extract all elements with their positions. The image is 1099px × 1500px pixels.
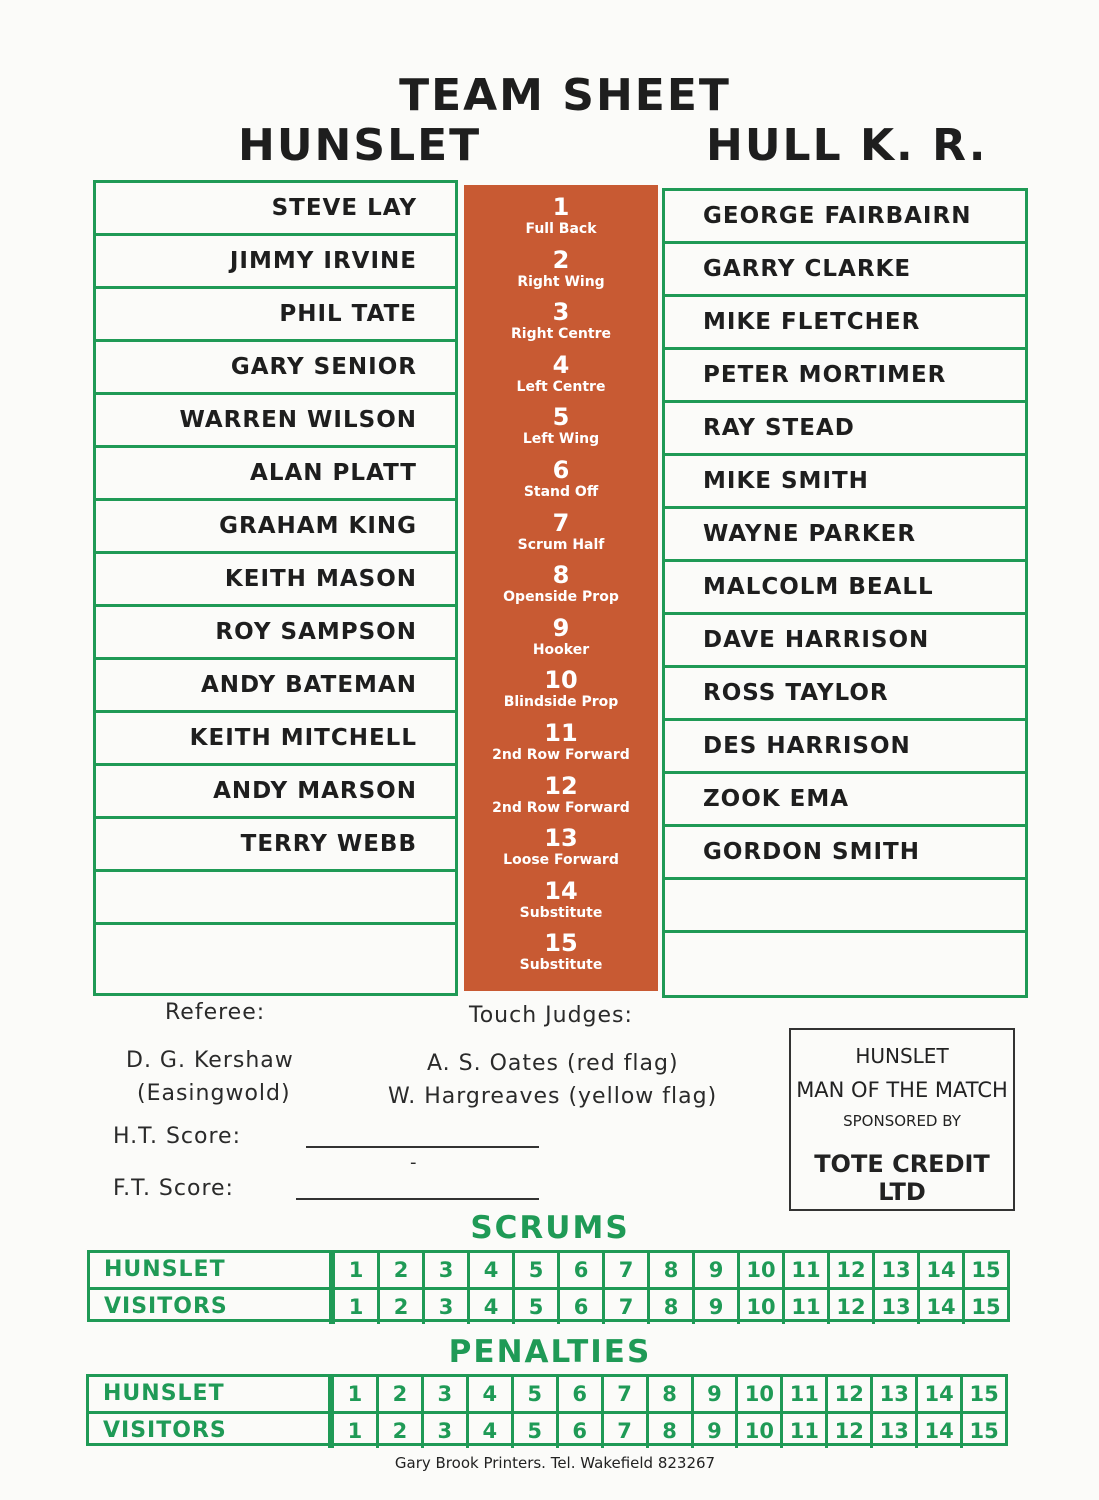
position-number: 12 <box>544 772 578 800</box>
scrums-tally-cell: 3 <box>422 1290 467 1324</box>
home-player-row <box>96 766 455 819</box>
position-cell <box>464 395 658 447</box>
scrums-tally-cell: 12 <box>827 1290 872 1324</box>
home-player-row <box>96 501 455 554</box>
position-name: Right Wing <box>517 274 605 290</box>
home-player-name: JIMMY IRVINE <box>229 248 417 274</box>
scrums-tally-cell: 15 <box>962 1290 1007 1324</box>
position-number: 3 <box>552 298 570 326</box>
scrums-tally-cell: 15 <box>962 1253 1007 1287</box>
penalties-tally-cell: 5 <box>511 1414 556 1448</box>
home-player-name: WARREN WILSON <box>179 407 417 433</box>
position-cell <box>464 238 658 290</box>
scrums-tally-cell: 12 <box>827 1253 872 1287</box>
position-name: Right Centre <box>511 326 611 342</box>
scrums-tally-cell: 8 <box>647 1253 692 1287</box>
home-player-name: ANDY MARSON <box>213 778 417 804</box>
away-player-row <box>665 403 1025 456</box>
scrums-row-label: HUNSLET <box>90 1253 332 1287</box>
position-cell <box>464 658 658 710</box>
scrums-tally-cell: 9 <box>692 1253 737 1287</box>
away-player-row <box>665 615 1025 668</box>
away-player-name: ROSS TAYLOR <box>703 680 889 706</box>
penalties-tally-cell: 12 <box>825 1377 870 1411</box>
home-player-name: TERRY WEBB <box>240 831 417 857</box>
away-player-name: MIKE SMITH <box>703 468 869 494</box>
home-player-name: GARY SENIOR <box>230 354 417 380</box>
position-cell <box>464 869 658 921</box>
touch-judge-2: W. Hargreaves (yellow flag) <box>388 1084 718 1109</box>
home-roster <box>93 180 458 996</box>
scrums-tally-cell: 2 <box>377 1290 422 1324</box>
penalties-row <box>89 1411 1005 1448</box>
home-player-name: ALAN PLATT <box>250 460 417 486</box>
home-player-name: ANDY BATEMAN <box>200 672 417 698</box>
touch-judge-1: A. S. Oates (red flag) <box>427 1051 679 1076</box>
scrums-tally-cell: 10 <box>737 1253 782 1287</box>
home-team-name: HUNSLET <box>238 120 482 171</box>
away-player-row <box>665 880 1025 933</box>
scrums-tally-cell: 4 <box>467 1253 512 1287</box>
home-player-name: GRAHAM KING <box>219 513 417 539</box>
away-player-row <box>665 456 1025 509</box>
home-player-row <box>96 925 455 978</box>
home-player-row <box>96 236 455 289</box>
penalties-table <box>86 1374 1008 1446</box>
referee-label: Referee: <box>165 1000 266 1025</box>
ht-score-line <box>306 1146 539 1148</box>
scrums-title: SCRUMS <box>470 1210 630 1246</box>
position-cell <box>464 711 658 763</box>
scrums-tally-cell: 9 <box>692 1290 737 1324</box>
scrums-tally-cell: 6 <box>557 1290 602 1324</box>
penalties-tally-cell: 11 <box>780 1377 825 1411</box>
away-roster <box>662 188 1028 998</box>
penalties-tally-cell: 1 <box>331 1377 376 1411</box>
home-player-row <box>96 819 455 872</box>
scrums-row <box>90 1253 1007 1287</box>
position-name: Openside Prop <box>503 589 619 605</box>
position-number: 6 <box>552 456 570 484</box>
penalties-title: PENALTIES <box>448 1334 652 1370</box>
position-cell <box>464 290 658 342</box>
position-number: 8 <box>552 561 570 589</box>
home-player-row <box>96 395 455 448</box>
penalties-tally-cell: 4 <box>466 1377 511 1411</box>
penalties-tally-cell: 2 <box>376 1414 421 1448</box>
position-cell <box>464 921 658 973</box>
penalties-row-label: VISITORS <box>89 1414 331 1448</box>
home-player-name: STEVE LAY <box>271 195 417 221</box>
position-name: 2nd Row Forward <box>492 747 630 763</box>
position-name: Hooker <box>532 642 590 658</box>
away-player-name: MALCOLM BEALL <box>703 574 934 600</box>
position-name: Substitute <box>519 905 603 921</box>
position-name: 2nd Row Forward <box>492 800 630 816</box>
home-player-row <box>96 607 455 660</box>
home-player-row <box>96 660 455 713</box>
home-player-row <box>96 342 455 395</box>
printer-credit: Gary Brook Printers. Tel. Wakefield 823267 <box>394 1454 716 1472</box>
penalties-tally-cell: 1 <box>331 1414 376 1448</box>
position-number: 5 <box>552 403 570 431</box>
scrums-tally-cell: 6 <box>557 1253 602 1287</box>
penalties-tally-cell: 12 <box>825 1414 870 1448</box>
penalties-tally-cell: 7 <box>601 1377 646 1411</box>
penalties-tally-cell: 13 <box>870 1377 915 1411</box>
position-number: 13 <box>544 824 578 852</box>
penalties-tally-cell: 2 <box>376 1377 421 1411</box>
position-cell <box>464 343 658 395</box>
ft-score-label: F.T. Score: <box>113 1176 234 1201</box>
away-player-name: WAYNE PARKER <box>703 521 917 547</box>
penalties-tally-cell: 14 <box>915 1377 960 1411</box>
referee-location: (Easingwold) <box>137 1081 291 1106</box>
position-name: Left Wing <box>522 431 600 447</box>
penalties-tally-cell: 8 <box>646 1414 691 1448</box>
away-player-name: GARRY CLARKE <box>703 256 912 282</box>
page-title: TEAM SHEET <box>399 70 731 121</box>
position-number: 11 <box>544 719 578 747</box>
penalties-tally-cell: 7 <box>601 1414 646 1448</box>
penalties-tally-cell: 10 <box>735 1377 780 1411</box>
home-player-name: KEITH MITCHELL <box>189 725 417 751</box>
position-number: 15 <box>544 929 578 957</box>
away-player-row <box>665 668 1025 721</box>
scrums-tally-cell: 4 <box>467 1290 512 1324</box>
position-name: Left Centre <box>516 379 606 395</box>
scrums-tally-cell: 7 <box>602 1290 647 1324</box>
position-number: 1 <box>552 193 570 221</box>
position-cell <box>464 764 658 816</box>
away-player-name: GEORGE FAIRBAIRN <box>703 203 972 229</box>
penalties-tally-cell: 11 <box>780 1414 825 1448</box>
away-player-name: DAVE HARRISON <box>703 627 930 653</box>
position-name: Blindside Prop <box>503 694 619 710</box>
position-number: 2 <box>552 246 570 274</box>
penalties-tally-cell: 5 <box>511 1377 556 1411</box>
away-player-name: ZOOK EMA <box>703 786 850 812</box>
position-number: 7 <box>552 509 570 537</box>
away-player-row <box>665 297 1025 350</box>
scrums-tally-cell: 5 <box>512 1253 557 1287</box>
motm-sponsored-by: SPONSORED BY <box>843 1112 961 1130</box>
home-player-name: ROY SAMPSON <box>215 619 417 645</box>
home-player-name: KEITH MASON <box>224 566 417 592</box>
position-cell <box>464 606 658 658</box>
position-name: Substitute <box>519 957 603 973</box>
away-player-row <box>665 774 1025 827</box>
penalties-tally-cell: 10 <box>735 1414 780 1448</box>
penalties-tally-cell: 9 <box>691 1377 736 1411</box>
scrums-tally-cell: 14 <box>917 1290 962 1324</box>
scrums-tally-cell: 11 <box>782 1290 827 1324</box>
position-name: Stand Off <box>523 484 599 500</box>
scrums-tally-cell: 10 <box>737 1290 782 1324</box>
away-player-name: DES HARRISON <box>703 733 911 759</box>
penalties-tally-cell: 13 <box>870 1414 915 1448</box>
scrums-tally-cell: 3 <box>422 1253 467 1287</box>
penalties-tally-cell: 6 <box>556 1414 601 1448</box>
away-player-row <box>665 562 1025 615</box>
penalties-tally-cell: 3 <box>421 1414 466 1448</box>
penalties-row <box>89 1377 1005 1411</box>
penalties-tally-cell: 15 <box>960 1414 1005 1448</box>
position-number: 14 <box>544 877 578 905</box>
penalties-tally-cell: 14 <box>915 1414 960 1448</box>
scrums-tally-cell: 13 <box>872 1253 917 1287</box>
position-number: 4 <box>552 351 570 379</box>
home-player-row <box>96 554 455 607</box>
away-player-row <box>665 509 1025 562</box>
position-number: 10 <box>544 666 578 694</box>
scrums-tally-cell: 13 <box>872 1290 917 1324</box>
scrums-table <box>87 1250 1010 1322</box>
man-of-the-match-box <box>789 1028 1015 1211</box>
home-player-row <box>96 183 455 236</box>
position-name: Loose Forward <box>503 852 619 868</box>
position-cell <box>464 816 658 868</box>
away-player-row <box>665 244 1025 297</box>
motm-title: MAN OF THE MATCH <box>796 1078 1008 1102</box>
motm-sponsor: TOTE CREDIT LTD <box>814 1150 990 1206</box>
score-dash: - <box>410 1152 418 1173</box>
penalties-tally-cell: 9 <box>691 1414 736 1448</box>
position-cell <box>464 448 658 500</box>
away-player-row <box>665 933 1025 986</box>
penalties-tally-cell: 3 <box>421 1377 466 1411</box>
scrums-tally-cell: 1 <box>332 1290 377 1324</box>
scrums-tally-cell: 1 <box>332 1253 377 1287</box>
ht-score-label: H.T. Score: <box>113 1124 241 1149</box>
home-player-row <box>96 448 455 501</box>
penalties-row-label: HUNSLET <box>89 1377 331 1411</box>
scrums-tally-cell: 5 <box>512 1290 557 1324</box>
scrums-row <box>90 1287 1007 1324</box>
away-player-row <box>665 350 1025 403</box>
home-player-row <box>96 872 455 925</box>
position-name: Full Back <box>525 221 597 237</box>
scrums-tally-cell: 7 <box>602 1253 647 1287</box>
motm-team: HUNSLET <box>855 1044 949 1068</box>
positions-column <box>464 185 658 991</box>
penalties-tally-cell: 8 <box>646 1377 691 1411</box>
away-team-name: HULL K. R. <box>706 120 988 171</box>
position-cell <box>464 185 658 237</box>
ft-score-line <box>296 1198 539 1200</box>
scrums-tally-cell: 11 <box>782 1253 827 1287</box>
away-player-row <box>665 827 1025 880</box>
home-player-row <box>96 713 455 766</box>
home-player-row <box>96 289 455 342</box>
away-player-name: GORDON SMITH <box>703 839 920 865</box>
scrums-tally-cell: 2 <box>377 1253 422 1287</box>
position-cell <box>464 501 658 553</box>
penalties-tally-cell: 6 <box>556 1377 601 1411</box>
home-player-name: PHIL TATE <box>279 301 417 327</box>
away-player-row <box>665 191 1025 244</box>
penalties-tally-cell: 4 <box>466 1414 511 1448</box>
away-player-name: RAY STEAD <box>703 415 855 441</box>
away-player-name: MIKE FLETCHER <box>703 309 921 335</box>
position-number: 9 <box>552 614 570 642</box>
touch-judges-label: Touch Judges: <box>469 1003 633 1028</box>
referee-name: D. G. Kershaw <box>126 1048 294 1073</box>
scrums-tally-cell: 8 <box>647 1290 692 1324</box>
scrums-tally-cell: 14 <box>917 1253 962 1287</box>
penalties-tally-cell: 15 <box>960 1377 1005 1411</box>
position-name: Scrum Half <box>517 537 605 553</box>
scrums-row-label: VISITORS <box>90 1290 332 1324</box>
position-cell <box>464 553 658 605</box>
away-player-row <box>665 721 1025 774</box>
away-player-name: PETER MORTIMER <box>703 362 947 388</box>
